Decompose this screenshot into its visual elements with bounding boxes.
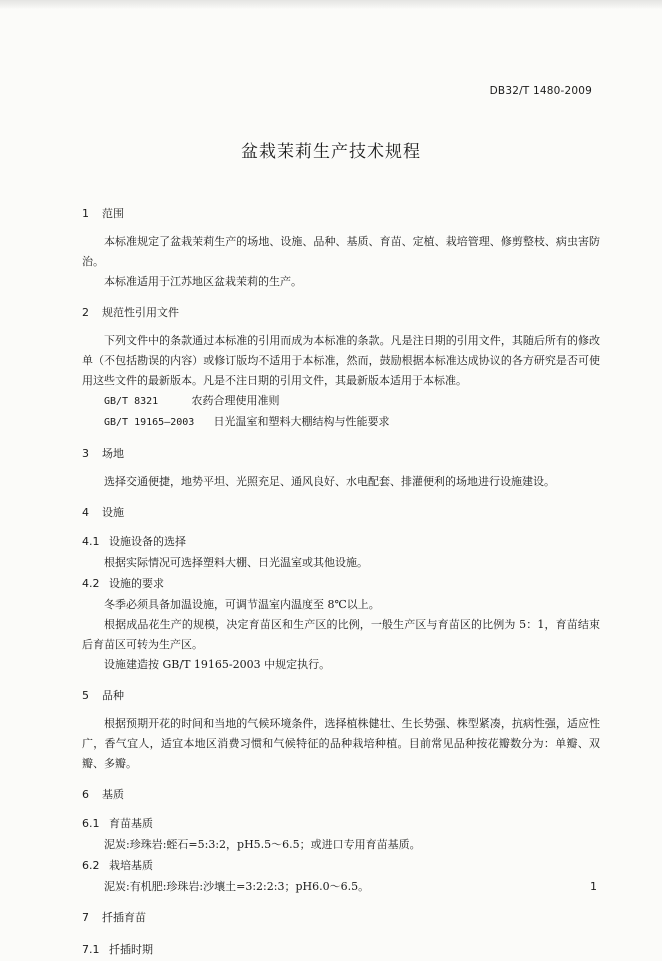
section-title: 规范性引用文件 <box>102 306 179 319</box>
section-title: 范围 <box>102 207 124 220</box>
section-3-heading <box>82 443 600 465</box>
subsection-4-1-heading <box>82 531 600 553</box>
section-number: 4 <box>82 506 89 519</box>
section-number: 2 <box>82 306 89 319</box>
section-5-heading <box>82 685 600 707</box>
document-title: 盆栽茉莉生产技术规程 <box>241 142 421 162</box>
reference-name: 农药合理使用准则 <box>191 394 280 407</box>
document-body <box>82 203 600 961</box>
subsection-7-1-heading <box>82 939 600 961</box>
paragraph: 泥炭:珍珠岩:蛭石=5:3:2，pH5.5～6.5；或进口专用育苗基质。 <box>104 838 421 851</box>
subsection-title: 设施设备的选择 <box>109 535 186 548</box>
section-title: 基质 <box>102 788 124 801</box>
reference-item <box>82 412 600 433</box>
section-number: 5 <box>82 689 89 702</box>
section-4-heading <box>82 502 600 524</box>
paragraph: 泥炭:有机肥:珍珠岩:沙壤土=3:2:2:3；pH6.0～6.5。 <box>104 880 370 893</box>
subsection-number: 4.1 <box>82 535 100 548</box>
subsection-number: 7.1 <box>82 943 100 956</box>
section-title: 品种 <box>102 689 124 702</box>
subsection-number: 6.2 <box>82 859 100 872</box>
paragraph: 下列文件中的条款通过本标准的引用而成为本标准的条款。凡是注日期的引用文件，其随后所有的修改单（不包括勘误的内容）或修订版均不适用于本标准，然而，鼓励根据本标准达成协议的各方研究是否可使用这些文件的最新版本。凡是不注日期的引用文件，其最新版本适用于本标准。 <box>82 334 600 387</box>
section-number: 1 <box>82 207 89 220</box>
page-number: 1 <box>590 880 597 893</box>
paragraph: 根据预期开花的时间和当地的气候环境条件，选择植株健壮、生长势强、株型紧凑，抗病性强，适应性广，香气宜人，适宜本地区消费习惯和气候特征的品种栽培种植。目前常见品种按花瓣数分为：单瓣、双瓣、多瓣。 <box>82 717 600 770</box>
subsection-title: 扦插时期 <box>109 943 153 956</box>
section-title: 扦插育苗 <box>102 911 146 924</box>
reference-code: GB/T 19165—2003 <box>104 417 195 428</box>
paragraph: 选择交通便捷，地势平坦、光照充足、通风良好、水电配套、排灌便利的场地进行设施建设。 <box>104 475 555 488</box>
subsection-title: 设施的要求 <box>109 577 164 590</box>
section-6-heading <box>82 784 600 806</box>
reference-item <box>82 391 600 412</box>
reference-code: GB/T 8321 <box>104 396 159 407</box>
section-title: 设施 <box>102 506 124 519</box>
paragraph: 冬季必须具备加温设施，可调节温室内温度至 8℃以上。 <box>104 598 380 611</box>
scan-edge-shadow <box>0 0 662 9</box>
subsection-6-2-heading <box>82 855 600 877</box>
subsection-6-1-heading <box>82 813 600 835</box>
section-number: 7 <box>82 911 89 924</box>
paragraph: 本标准适用于江苏地区盆栽茉莉的生产。 <box>104 275 302 288</box>
section-title: 场地 <box>102 447 124 460</box>
subsection-title: 育苗基质 <box>109 817 153 830</box>
section-7-heading <box>82 907 600 929</box>
subsection-4-2-heading <box>82 573 600 595</box>
subsection-number: 4.2 <box>82 577 100 590</box>
subsection-number: 6.1 <box>82 817 100 830</box>
standard-code: DB32/T 1480-2009 <box>489 85 592 97</box>
section-number: 6 <box>82 788 89 801</box>
paragraph: 根据实际情况可选择塑料大棚、日光温室或其他设施。 <box>104 556 368 569</box>
reference-name: 日光温室和塑料大棚结构与性能要求 <box>213 415 390 428</box>
section-2-heading <box>82 302 600 324</box>
section-number: 3 <box>82 447 89 460</box>
paragraph: 本标准规定了盆栽茉莉生产的场地、设施、品种、基质、育苗、定植、栽培管理、修剪整枝、病虫害防治。 <box>82 235 600 268</box>
section-1-heading <box>82 203 600 225</box>
paragraph: 根据成品花生产的规模，决定育苗区和生产区的比例，一般生产区与育苗区的比例为 5：1，育苗结束后育苗区可转为生产区。 <box>82 618 600 651</box>
subsection-title: 栽培基质 <box>109 859 153 872</box>
paragraph: 设施建造按 GB/T 19165-2003 中规定执行。 <box>104 658 331 671</box>
